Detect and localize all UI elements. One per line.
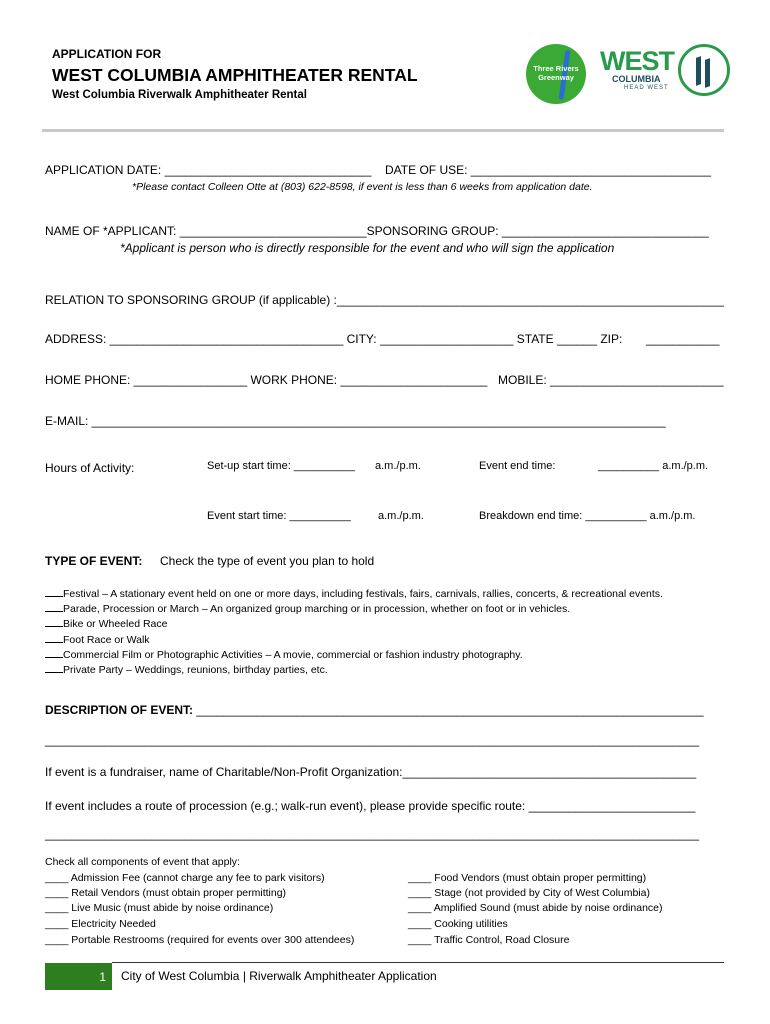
description-field[interactable]: ____________________________________________________________________________ bbox=[193, 703, 704, 717]
event-type-foot-race[interactable]: Foot Race or Walk bbox=[45, 634, 150, 646]
breakdown-end-field[interactable]: Breakdown end time: __________ a.m./p.m. bbox=[479, 510, 696, 522]
component-admission-fee[interactable]: ____ Admission Fee (cannot charge any fee to park visitors) bbox=[45, 872, 325, 884]
description-field-line-2[interactable]: __________________________________________________________________________________________________ bbox=[45, 733, 700, 747]
event-type-festival[interactable]: Festival – A stationary event held on one or more days, including festivals, fairs, carnivals, rallies, concerts, & recreational events. bbox=[45, 588, 663, 600]
phone-fields[interactable]: HOME PHONE: _________________ WORK PHONE: ______________________ bbox=[45, 373, 488, 387]
component-amplified-sound[interactable]: ____ Amplified Sound (must abide by noise ordinance) bbox=[408, 902, 663, 914]
fundraiser-field[interactable]: If event is a fundraiser, name of Charitable/Non-Profit Organization:____________________________________________ bbox=[45, 765, 697, 779]
page-subtitle: West Columbia Riverwalk Amphitheater Rental bbox=[52, 89, 307, 101]
page-title: WEST COLUMBIA AMPHITHEATER RENTAL bbox=[52, 65, 418, 85]
type-of-event-label: TYPE OF EVENT: bbox=[45, 554, 143, 568]
event-start-field[interactable]: Event start time: __________ bbox=[207, 510, 351, 522]
event-end-label: Event end time: bbox=[479, 460, 556, 472]
route-field-line-2[interactable]: __________________________________________________________________________________________________ bbox=[45, 827, 700, 841]
west-columbia-emblem-icon bbox=[678, 44, 730, 96]
event-start-ampm: a.m./p.m. bbox=[378, 510, 424, 522]
header-divider bbox=[42, 129, 724, 132]
setup-start-field[interactable]: Set-up start time: __________ bbox=[207, 460, 355, 472]
applicant-note: *Applicant is person who is directly responsible for the event and who will sign the application bbox=[120, 241, 615, 255]
page-number: 1 bbox=[45, 963, 112, 990]
event-type-bike-race[interactable]: Bike or Wheeled Race bbox=[45, 618, 167, 630]
footer-divider bbox=[112, 962, 724, 963]
component-portable-restrooms[interactable]: ____ Portable Restrooms (required for events over 300 attendees) bbox=[45, 934, 355, 946]
three-rivers-logo-text: Three Rivers Greenway bbox=[533, 64, 579, 82]
three-rivers-greenway-logo bbox=[526, 44, 586, 104]
component-retail-vendors[interactable]: ____ Retail Vendors (must obtain proper permitting) bbox=[45, 887, 287, 899]
type-instructions: Check the type of event you plan to hold bbox=[160, 554, 375, 568]
date-note: *Please contact Colleen Otte at (803) 622-8598, if event is less than 6 weeks from application date. bbox=[132, 181, 593, 193]
component-live-music[interactable]: ____ Live Music (must abide by noise ordinance) bbox=[45, 902, 274, 914]
address-field[interactable]: ADDRESS: ___________________________________ CITY: ____________________ STATE ______ ZIP: bbox=[45, 332, 623, 346]
event-type-private-party[interactable]: Private Party – Weddings, reunions, birthday parties, etc. bbox=[45, 664, 328, 676]
component-food-vendors[interactable]: ____ Food Vendors (must obtain proper permitting) bbox=[408, 872, 647, 884]
components-label: Check all components of event that apply: bbox=[45, 856, 240, 868]
footer-text: City of West Columbia | Riverwalk Amphitheater Application bbox=[121, 969, 437, 983]
description-label: DESCRIPTION OF EVENT: bbox=[45, 703, 194, 717]
event-end-field[interactable]: __________ a.m./p.m. bbox=[598, 460, 709, 472]
route-field[interactable]: If event includes a route of procession (e.g.; walk-run event), please provide specific route: _________________________ bbox=[45, 799, 696, 813]
zip-field[interactable]: ___________ bbox=[646, 332, 720, 346]
application-date-field[interactable]: APPLICATION DATE: _______________________________ bbox=[45, 163, 372, 177]
mobile-field[interactable]: MOBILE: __________________________ bbox=[498, 373, 724, 387]
component-cooking-utilities[interactable]: ____ Cooking utilities bbox=[408, 918, 508, 930]
email-field[interactable]: E-MAIL: ______________________________________________________________________________________ bbox=[45, 414, 666, 428]
date-of-use-field[interactable]: DATE OF USE: ____________________________________ bbox=[385, 163, 712, 177]
component-stage[interactable]: ____ Stage (not provided by City of West Columbia) bbox=[408, 887, 651, 899]
event-type-commercial-film[interactable]: Commercial Film or Photographic Activities – A movie, commercial or fashion industry photography. bbox=[45, 649, 523, 661]
event-type-parade[interactable]: Parade, Procession or March – An organized group marching or in procession, whether on foot or in vehicles. bbox=[45, 603, 570, 615]
setup-ampm: a.m./p.m. bbox=[375, 460, 421, 472]
west-columbia-logo-tag: HEAD WEST bbox=[624, 85, 669, 91]
applicant-sponsoring-field[interactable]: NAME OF *APPLICANT: ____________________________SPONSORING GROUP: _______________________________ bbox=[45, 224, 709, 238]
west-columbia-logo-sub: COLUMBIA bbox=[612, 74, 661, 84]
relation-field[interactable]: RELATION TO SPONSORING GROUP (if applicable) :__________________________________________________________ bbox=[45, 293, 724, 307]
west-columbia-logo-word: WEST bbox=[600, 46, 674, 76]
hours-label: Hours of Activity: bbox=[45, 461, 135, 475]
component-electricity[interactable]: ____ Electricity Needed bbox=[45, 918, 156, 930]
component-traffic-control[interactable]: ____ Traffic Control, Road Closure bbox=[408, 934, 570, 946]
application-for-label: APPLICATION FOR bbox=[52, 47, 162, 61]
